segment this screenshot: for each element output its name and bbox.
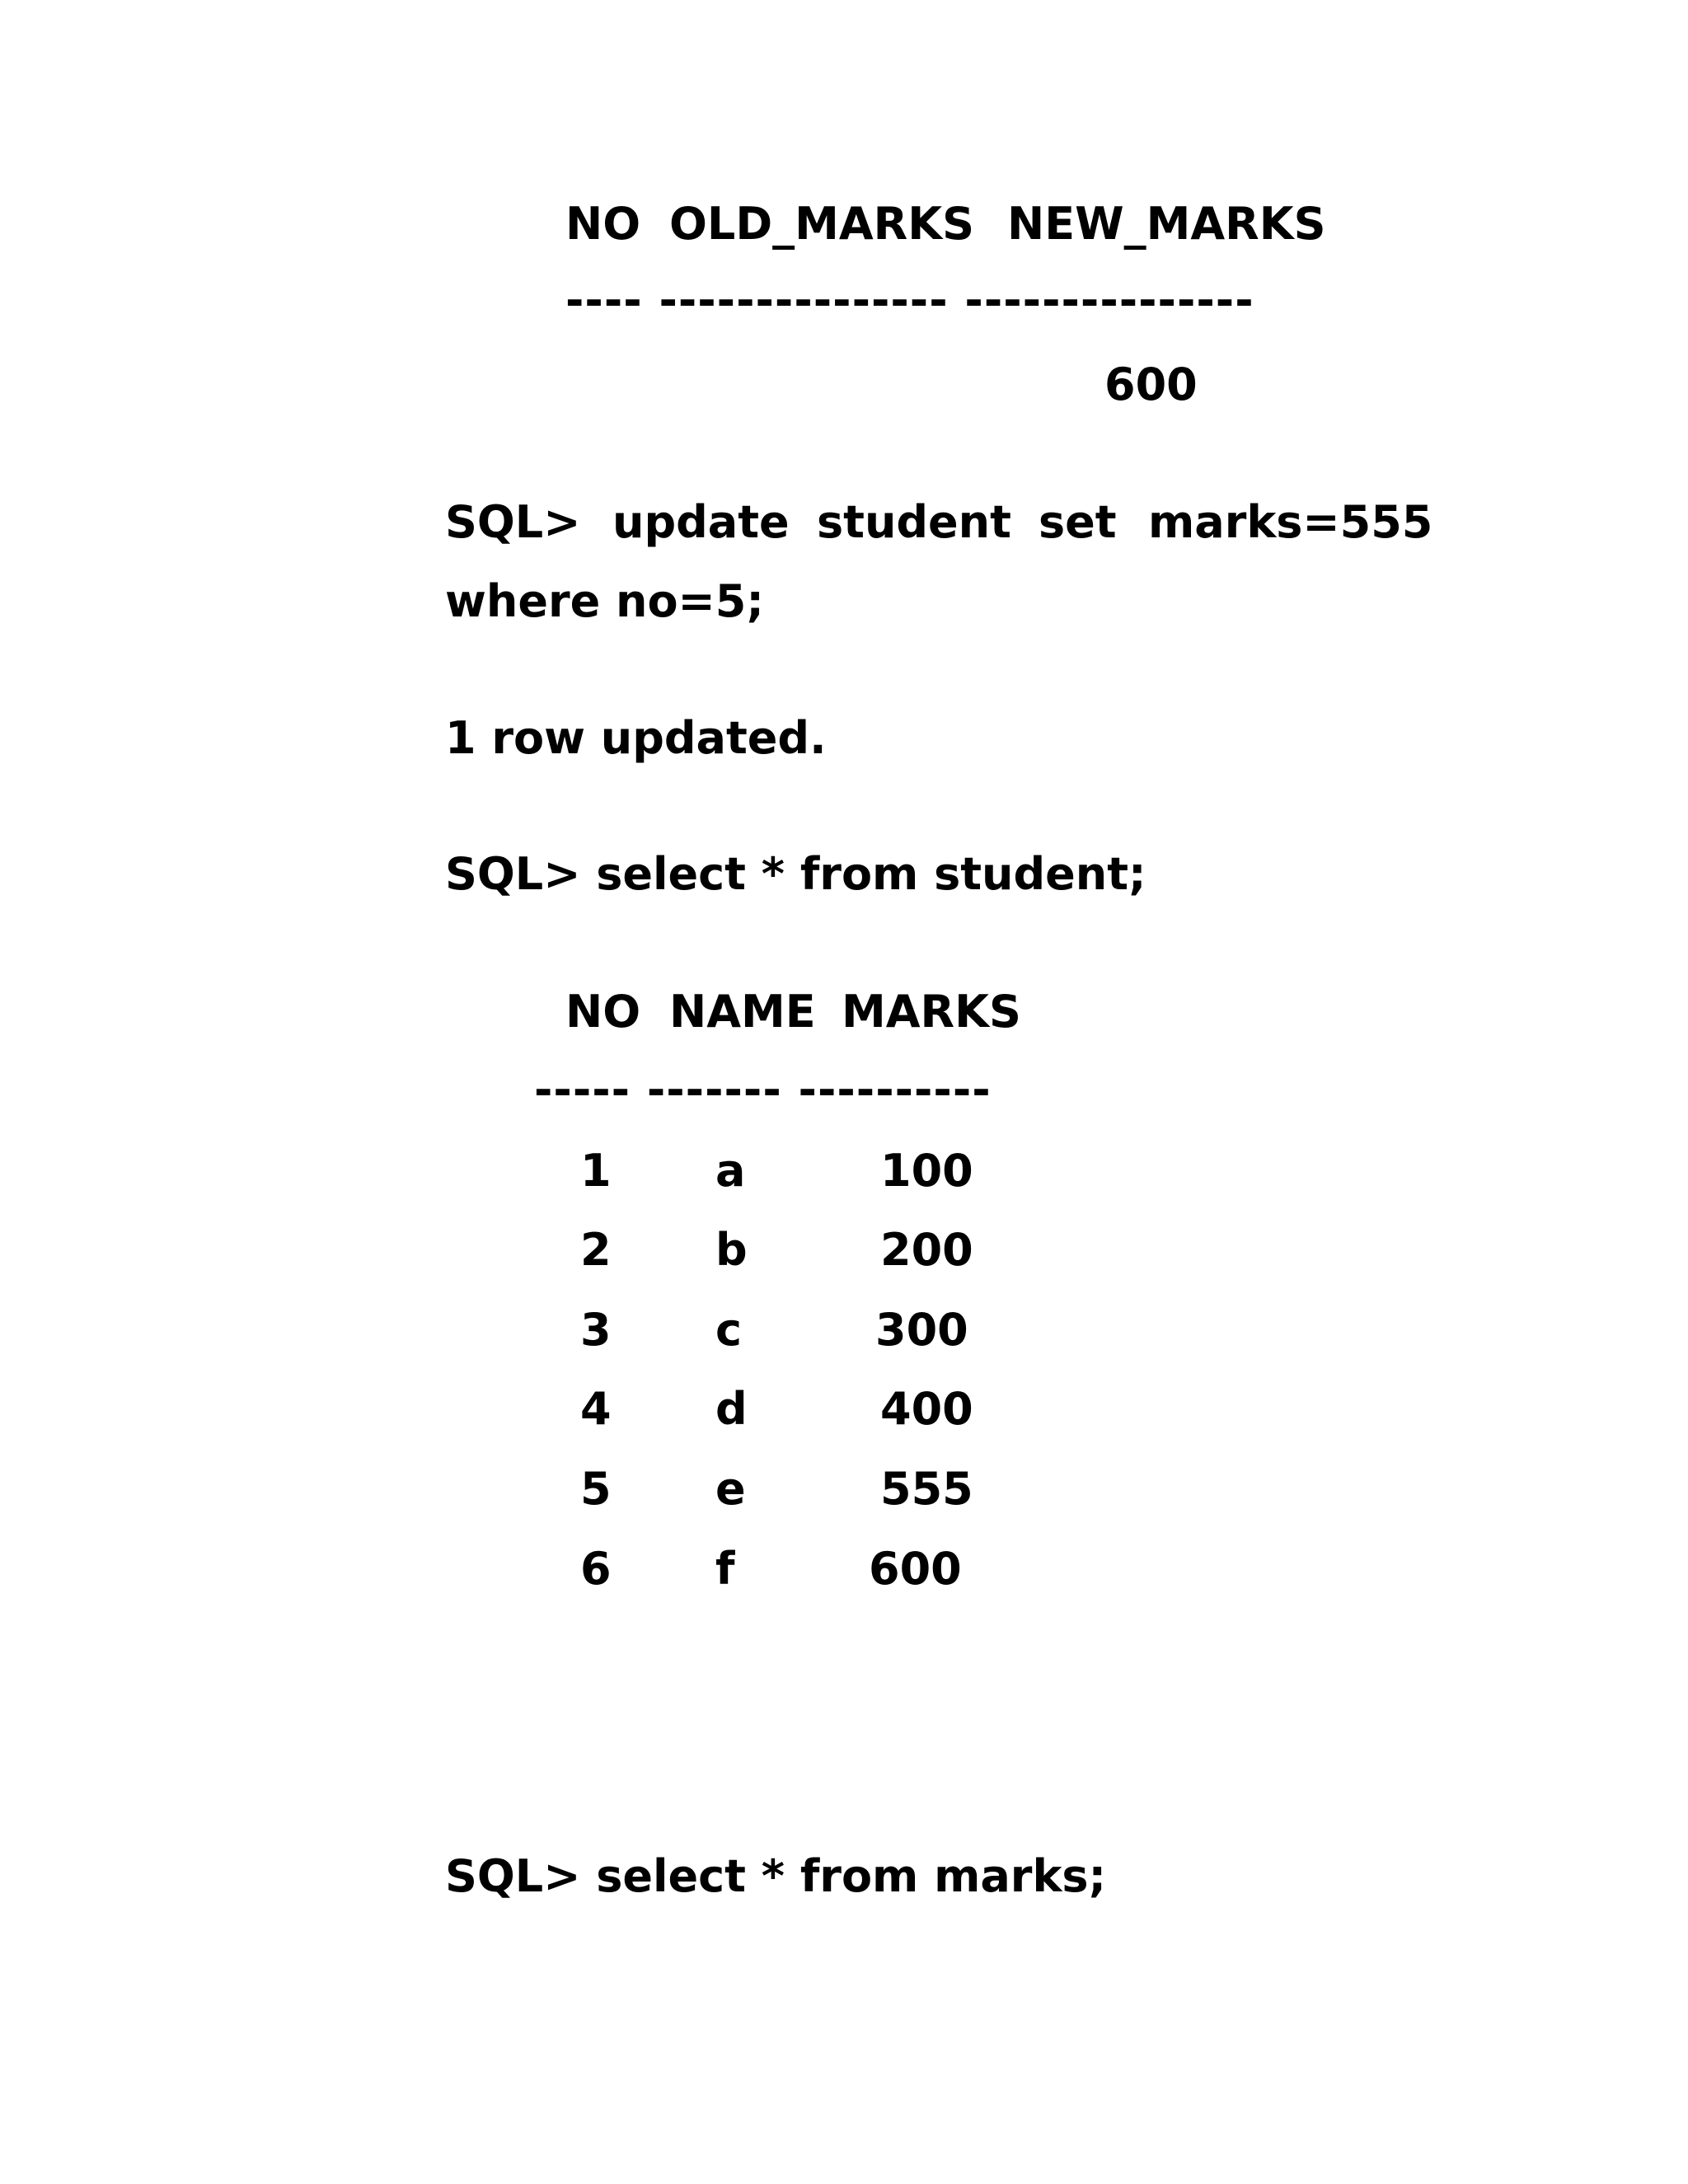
cell-name: d bbox=[715, 1383, 748, 1435]
cell-no: 2 bbox=[580, 1224, 612, 1276]
cell-name: a bbox=[715, 1145, 746, 1197]
column-header-marks: MARKS bbox=[842, 986, 1021, 1038]
sql-prompt: SQL> bbox=[445, 496, 581, 548]
cell-marks: 400 bbox=[880, 1383, 973, 1435]
cell-marks: 100 bbox=[880, 1145, 973, 1197]
command-word: update bbox=[612, 496, 790, 548]
cell-marks: 600 bbox=[869, 1543, 962, 1595]
cell-no: 5 bbox=[580, 1463, 612, 1515]
column-header-new-marks: NEW_MARKS bbox=[1007, 198, 1326, 250]
cell-name: c bbox=[715, 1304, 743, 1356]
column-header-no: NO bbox=[565, 986, 641, 1038]
sql-command: SQL> select * from marks; bbox=[445, 1850, 1107, 1902]
cell-marks: 555 bbox=[880, 1463, 973, 1515]
cell-no: 6 bbox=[580, 1543, 612, 1595]
command-word: set bbox=[1039, 496, 1117, 548]
command-continuation: where no=5; bbox=[445, 575, 764, 627]
cell-marks: 300 bbox=[875, 1304, 968, 1356]
column-header-name: NAME bbox=[669, 986, 816, 1038]
command-word: marks=555 bbox=[1148, 496, 1433, 548]
cell-no: 3 bbox=[580, 1304, 612, 1356]
cell-name: b bbox=[715, 1224, 748, 1276]
column-header-no: NO bbox=[565, 198, 641, 250]
cell-name: e bbox=[715, 1463, 746, 1515]
feedback-message: 1 row updated. bbox=[445, 712, 827, 764]
column-header-old-marks: OLD_MARKS bbox=[669, 198, 974, 250]
cell-no: 4 bbox=[580, 1383, 612, 1435]
cell-marks: 200 bbox=[880, 1224, 973, 1276]
command-word: student bbox=[817, 496, 1011, 548]
cell-name: f bbox=[715, 1543, 735, 1595]
column-divider: ----- ------- ---------- bbox=[534, 1064, 992, 1116]
cell-no: 1 bbox=[580, 1145, 612, 1197]
sql-command: SQL> select * from student; bbox=[445, 848, 1146, 900]
column-divider: ---- --------------- --------------- bbox=[565, 274, 1254, 326]
result-cell-new-marks: 600 bbox=[1104, 359, 1198, 410]
